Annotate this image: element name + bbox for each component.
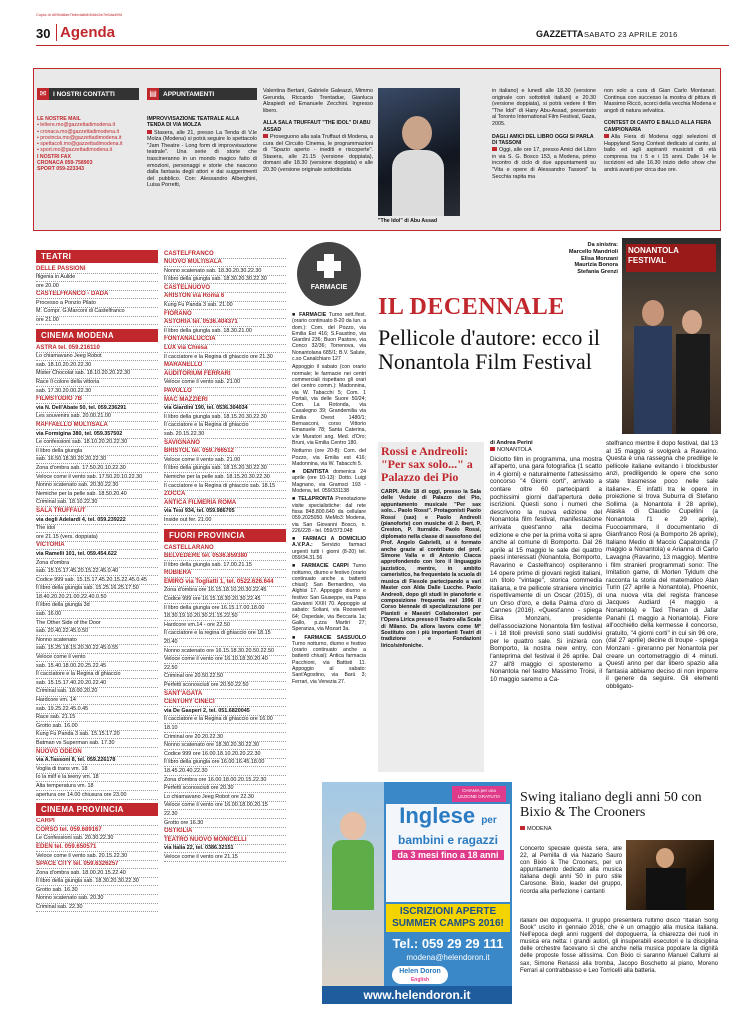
- listing-line: Veloce come il vento sab. 20.15.22.30: [36, 852, 158, 861]
- listing-heading: CORSO tel. 059.689167: [36, 826, 158, 835]
- listing-heading: AUDITORIUM FERRARI: [164, 370, 286, 379]
- cinema-modena-title: CINEMA MODENA: [36, 329, 158, 342]
- kicker: IL DECENNALE: [378, 294, 565, 320]
- listing-line: via De Gasperi 2, tel. 051.6820045: [164, 707, 286, 716]
- credit-name: Marcello Mandrioli: [568, 248, 618, 255]
- listing-line: via A.Tassoni 8, tel. 059.226178: [36, 757, 158, 766]
- event-text-body: Proseguono alla sala Truffaut di Modena, a cura del Circuito Cinema, le programmazioni di "Spazio aperto - inediti e riscoperte". Stasera, alle 21.15 (versione doppiata), domani alle 18.30 (versione doppiata) e alle 20.30 (versione originale sottotitolata: [263, 133, 373, 173]
- listing-heading: RUBIERA: [164, 570, 286, 579]
- listing-line: Veloce come il vento ore 16.00.18.00.20.15: [164, 802, 286, 811]
- event-text: [147, 130, 257, 189]
- appuntamenti-col4: [492, 88, 596, 180]
- listing-heading: ANTICA FILMERIA ROMA: [164, 499, 286, 508]
- listing-heading: FIORANO: [164, 310, 286, 319]
- listing-line: Nemiche per la pelle sab. 18.15.20.30.22.30: [164, 473, 286, 482]
- pharmacy-text: Appoggio il sabato (con orario normale; le farmacie nei centri commerciali rispettano gli orari del centro comm.): Madonnina, via W. Tabacchi 5; Com. 1 Portali, via delle Suore 50/24; Com. La Rotonda, via Casalegno 39; Grandemilia via Emilia Ovest 1480/1; Bernasconi, corso Vittorio Emanuele 78; Santa Caterina, v.le Muratori ang. Med. d'Oro; Bruni, via Emilia Centro 180.: [292, 364, 366, 446]
- person-face: [642, 300, 664, 326]
- listing-line: sab. 17.30.20.00.22.30: [36, 387, 158, 396]
- listing-heading: BRISTOL tel. 059.766512: [164, 448, 286, 457]
- teatri-title: TEATRI: [36, 250, 158, 263]
- article-body-cont: stelfranco mentre il dopo festival, dal 13 al 15 maggio si svolgerà a Ravarino. Questa è una rassegna che predilige le pellicole italiane evitando i blockbuster anzi, prediligendo le opere che sono state trasmesse poco nelle sale italiane». E infatti tra le opere in proiezione si trova Suburra di Stefano Sollima (a Nonantola il 28 aprile), Alaska di Claudio Cupellini (a Nonantola l'1 e 29 aprile), Fuocoammare, il documentario di Gianfranco Rosi (a Bomporto 26 aprile), Italiano Medio di Maccio Capatonda (7 maggio a Nonantola) e Arianna di Carlo Lavagna (Ravarino, 13 maggio). Mentre i film stranieri programmati sono: The Imitation game, di Morten Tyldum che racconta la storia del matematico Alan Turin (27 aprile a Nonantola), Phoenix, una nuova vita del regista francese Jacques Audiard (4 maggio a Nonantola) e Taxi Theran di Jafar Panahi (1 maggio a Nonantola). Fiore all'occhiello della kermesse il concorso, gratuito, "4 giorni corti" in cui sin 96 ore, (dal 27 aprile) decine di troupe - spiega Monzani - gireranno per Nonantola per creare un cortometraggio di 4 minuti. Questi anno per dar libero spazio alla fantasia abbiamo deciso di non imporre il genere da seguire. Gli elementi obbligato-: [606, 440, 718, 690]
- listing-line: Il cacciatore e la regina di ghiaccio ore 18.15: [164, 630, 286, 639]
- listing-line: Hardcore vm.14 - ore 22.50: [164, 621, 286, 630]
- listing-line: Criminal sab. 18.10.22.30: [36, 499, 158, 508]
- person-face: [682, 310, 702, 334]
- swing-headline: Swing italiano degli anni 50 con Bixio & The Crooners: [520, 790, 702, 820]
- listing-line: Batman vs Superman sab. 17.30: [36, 739, 158, 748]
- contact-line[interactable]: ▪ cronaca.mo@gazzettadimodena.it: [37, 128, 120, 135]
- event-headline: DAGLI AMICI DEL LIBRO OGGI SI PARLA DI TASSONI: [492, 133, 594, 146]
- listing-line: ore 20.00: [36, 282, 158, 291]
- listing-line: Nonno scatenato: [36, 636, 158, 645]
- band-photo: [626, 840, 714, 910]
- event-text: [604, 134, 716, 174]
- pharmacy-heading: ■ FARMACIE SASSUOLO: [292, 634, 366, 641]
- listing-line: sab. 19.25.22.45.0.45: [36, 705, 158, 714]
- issue-date: SABATO 23 APRILE 2016: [584, 30, 678, 39]
- listing-line: Il libro della giungla sab. 18.30.21.00: [164, 327, 286, 336]
- pharmacy-block: [292, 364, 366, 446]
- listing-line: Perfetti sconosciuti ore 20.50.22.50: [164, 682, 286, 691]
- masthead: [36, 24, 729, 46]
- contact-line: LE NOSTRE MAIL: [37, 116, 81, 122]
- listing-line: sab. 20.15.22.30: [164, 430, 286, 439]
- listing-line: 22.30: [164, 810, 286, 819]
- listing-line: Nonno scatenato sab. 18.30.20.30.22.30: [164, 267, 286, 276]
- ad-headline: [386, 804, 510, 833]
- contact-line: SPORT 059-223343: [37, 166, 85, 173]
- listing-line: Il libro della giungla ore 16.15.17.00.18.00: [164, 604, 286, 613]
- appuntamenti-col1: [147, 88, 257, 189]
- bullet-mark: [604, 134, 609, 138]
- listing-line: sab. 15.40.18.00.20.25.22.45: [36, 662, 158, 671]
- side-text: CARPI. Alle 18 di oggi, presso la Sala delle Vedute di Palazzo dei Pio, appuntamento musicale "Per sax solo... Paolo Rossi". Protagonisti Paolo Rossi (sax) e Paolo Andreoli (pianoforte) con musiche di J. Ibert, P. Creston, P. Iturralde. Paolo Rossi, diplomato nella classe di sassofono del Prof. Angelo Gabrielli, si è formato anche grazie al contributo del prof. Simone Valla e di Antonio Ciacca approfondendo con loro il linguaggio jazzistico, mentre, in ambito cameristico, ha frequentato la scuola di musica di Fiesole partecipando a vari Master con Alda Dalle Lucche. Paolo Andreoli, dopo gli studi in pianoforte e composizione frequenta nel 1996 il Corso biennale di specializzazione per Pianisti e Maestri Collaboratori per l'Opera Lirica presso il Teatro alla Scala di Milano. Da allora lavora come M° Sostituto con i più importanti Teatri di tradizione e Fondazioni lirico/sinfoniche.: [381, 489, 481, 649]
- pharmacy-badge: [297, 242, 361, 306]
- listing-heading: CASTELFRANCO - DADÀ: [36, 291, 158, 300]
- singer-body: [646, 868, 686, 910]
- listing-line: Zona d'ombra ore 16.15.18.10.20.30.22.45: [164, 587, 286, 596]
- listing-line: Alta temperatura vm. 18: [36, 782, 158, 791]
- listing-line: sab. 15.15.17.45.20.15.22.45.0.40: [36, 568, 158, 577]
- listing-line: Il cacciatore e la Regina di ghiaccio ore 21.30: [164, 353, 286, 362]
- photo-caption: "The Idol" di Abu Assad: [378, 218, 438, 224]
- bullet-mark: [492, 147, 497, 151]
- listing-line: Grotto sab. 16.00: [36, 722, 158, 731]
- ad-line5: SUMMER CAMPS 2016!: [392, 918, 504, 929]
- listing-line: sab. 16.50.18.30.20.20.22.30: [36, 456, 158, 465]
- side-headline: Rossi e Andreoli: "Per sax solo..." a Palazzo dei Pio: [381, 444, 473, 484]
- credit-name: Stefania Grenzi: [577, 269, 618, 276]
- ad-child-photo: [322, 782, 384, 1004]
- pharmacy-text: Prenotazione visite specialistiche: dal rete fissa 848.800.640 da cellulare 059.2025050. MeMo3: Modena, via San Giovanni Bosco, n. 226/228 - tel. 059/373.048: [292, 496, 366, 534]
- listing-line: 18.40.20.20.21.00.22.40.0.50: [36, 593, 158, 602]
- listing-heading: MAC MAZZIERI: [164, 396, 286, 405]
- listing-line: Veloce come il vento: [36, 654, 158, 663]
- event-text-body: Oggi, alle ore 17, presso Amici del Libro in via S. G. Bosco 153, a Modena, primo incontro di ciclo di due appuntamenti su "Vita e opere di Alessandro Tassoni" la Secchia rapita ma: [492, 147, 596, 180]
- listing-line: 20.40: [164, 639, 286, 648]
- page-number: 30: [36, 26, 51, 41]
- ad-website[interactable]: www.helendoron.it: [322, 986, 512, 1004]
- pharmacy-block: [292, 448, 366, 467]
- listing-heading: VICTORIA: [36, 542, 158, 551]
- appuntamenti-col2: [263, 88, 373, 174]
- contacts-list: [37, 116, 139, 173]
- listing-line: 18.45.20.40.22.30: [164, 767, 286, 776]
- listing-line: Nonno scatenato ore 16.15.18.30.20.50.22.50: [164, 647, 286, 656]
- listing-line: via degli Adelardi 4, tel. 059.239222: [36, 516, 158, 525]
- swing-dateline-text: MODENA: [527, 826, 552, 832]
- listing-line: sab. 15.15.17.40.20.20.22.40: [36, 679, 158, 688]
- swing-story: [520, 790, 720, 833]
- credits-label: Da sinistra:: [587, 242, 618, 248]
- pharmacy-heading: ■ FARMACI A DOMICILIO A.V.P.A.:: [292, 536, 366, 549]
- contacts-box: [37, 88, 139, 226]
- listing-heading: TEATRO NUOVO MONICELLI: [164, 836, 286, 845]
- divider: [56, 24, 57, 41]
- listing-line: Kung Fu Panda 3 sab. 15.15.17.20: [36, 731, 158, 740]
- listing-line: Criminal sab. 22.30: [36, 904, 158, 913]
- swing-text-a: [520, 846, 622, 918]
- side-box: [378, 442, 484, 772]
- bullet-mark: [263, 134, 268, 138]
- ad-line4: ISCRIZIONI APERTE: [399, 906, 497, 917]
- contact-line: I NOSTRI FAX: [37, 153, 72, 160]
- listing-line: Lo chiamavano Jeeg Robot ore 22.30: [164, 793, 286, 802]
- event-text-cont: in italiano) e lunedì alle 18.30 (versione originale con sottotitoli italiani) e 20.30 (versione doppiata), si potrà vedere il film "The Idol" di Hany Abu-Assad, presentato al Toronto International Film Festival, Gaza, 2005.: [492, 88, 596, 127]
- person-body: [634, 326, 672, 434]
- listing-line: Il libro della giungla sab. 18.15.20.30.22.30: [164, 413, 286, 422]
- ad-brand: Helen Doron: [399, 968, 441, 975]
- listing-line: Inside out fer. 21.00: [164, 516, 286, 525]
- listing-heading: NUOVO ODEON: [36, 748, 158, 757]
- listing-line: Codice 999 sab. 15.15.17.45.20.15.22.45.0.45: [36, 576, 158, 585]
- article-col1: [490, 440, 602, 683]
- listing-heading: CASTELLARANO: [164, 544, 286, 553]
- credit-name: Elisa Monzani: [581, 255, 618, 262]
- listing-line: Zona d'ombra: [36, 559, 158, 568]
- ad-phone[interactable]: Tel.: 059 29 29 111: [392, 936, 504, 951]
- event-text-body: Stasera, alle 21, presso La Tenda di V.le Molza (Modena) si potrà seguire lo spettacolo "Jam Theatre - Long form di improvvisazione teatrale". Una serie di storie che trascineranno in un mondo magico fatto di emozioni, personaggi e storie che nascono dalla fantasia degli attori e dai suggerimenti del pubblico. Con: Alessandro Alberghini, Luisa Porretti,: [147, 129, 257, 189]
- event-text-cont: non solo a cura di Gian Carlo Montanari. Continua con successo la mostra di pittura di Massimo Riccò, scorci della vecchia Modena e angoli di natura selvatica.: [604, 88, 716, 114]
- listing-line: Il cacciatore e la Regina di ghiaccio: [164, 422, 286, 431]
- dateline: [490, 447, 602, 454]
- listing-line: Veloce come il vento sab. 21.00: [164, 456, 286, 465]
- article-col2: [606, 440, 718, 691]
- cross-icon-bar: [317, 261, 341, 271]
- bullet-mark: [147, 130, 152, 134]
- pharmacy-heading: ■ DENTISTA: [292, 469, 334, 476]
- event-text-cont: Valentina Bertani, Gabriele Galeazzi, Mimmo Gerunda, Riccardo Trentadue, Gianluca Alzapiedi ed Emanuele Zecchini. Ingresso libero.: [263, 88, 373, 114]
- cinema-provincia-list: [36, 818, 158, 913]
- copy-note: Copia di d09bd8ae7bdeda6db54dd4e7e6da49fd: [36, 12, 122, 17]
- listing-line: Grotto sab. 16.30: [36, 886, 158, 895]
- listing-line: Codice 999 ore 16.15.18.30.20.30.22.45: [164, 596, 286, 605]
- listing-heading: SANT'AGATA: [164, 690, 286, 699]
- listing-line: via Tesi 934, tel. 059.986705: [164, 508, 286, 517]
- listing-line: ore 21.00: [36, 317, 158, 326]
- listing-heading: PAVULLO: [164, 388, 286, 397]
- listing-line: Il libro della giungla sab. 18.30.20.30.22.30: [164, 276, 286, 285]
- listing-line: via Formigina 380, tel. 059.357502: [36, 430, 158, 439]
- listing-line: Nemiche per la pelle sab. 18.50.20.40: [36, 490, 158, 499]
- byline: di Andrea Perini: [490, 440, 533, 446]
- listing-line: Le Confessioni sab. 20.30.22.30: [36, 835, 158, 844]
- pharmacy-block: [292, 536, 366, 561]
- pharmacy-text: Servizio farmaci urgenti tutti i giorni (8-20) tel. 059/34.31.56: [292, 542, 366, 561]
- article-body: Diciotto film in programma, una mostra all'aperto, una gara fotografica (1 scatto in 4 giorni) e naturalmente l'attesissimo concorso "4 Giorni corti", arrivato a contare oltre 60 partecipanti a pochissimi giorni dall'apertura delle iscrizioni. Questi sono i numeri che descrivono la nuova edizione del Nonantola film festival, manifestazione arrivata quest'anno alla decima edizione e che per la prima volta si apre anche al comune di Bomporto. Dal 26 aprile al 15 maggio le sale dei quattro paesi interessati (Nonantola, Bomporto, Ravarino e Castelfranco) ospiteranno 14 opere prime di giovani registi italiani, un titolo "vintage", storica commedia italiana, e tre pellicole straniere vincitrici rispettivamente di un Oscar (2015), di un Orso d'oro, e della Palma d'oro di Cannes (2016). «Quest'anno - spiega Elisa Monzani, presidente dell'associazione Nonantola film festival - i 18 titoli previsti sono stati suddivisi per le quattro sale. Si inizierà con Bomporto, la nostra new entry, con l'anteprima del festival il 26 aprile. Dal 27 all'8 maggio ci sposteremo a Nonantola nel teatro Massimo Troisi, il 10 maggio saremo a Ca-: [490, 455, 602, 683]
- photo-credits: [542, 242, 618, 276]
- cinema-provincia-list-2: [164, 250, 286, 525]
- listing-line: Perfetti sconosciuti ore 20.30: [164, 785, 286, 794]
- listing-heading: CASTELNUOVO: [164, 284, 286, 293]
- listing-line: Hardcore vm. 14: [36, 697, 158, 706]
- listings-col1: [36, 250, 158, 912]
- listing-heading: RAFFAELLO MULTISALA: [36, 422, 158, 431]
- ad-per: per: [481, 815, 497, 826]
- ad-summer-camps: [386, 904, 510, 932]
- listing-heading: SAVIGNANO: [164, 439, 286, 448]
- listing-line: Processo a Ponzio Pilato: [36, 299, 158, 308]
- pharmacy-text: domenica 24 aprile (ore 10-13): Dotto. Luigi Magnano, via Gramsci 193 - Modena, tel. 059/331138: [292, 469, 366, 495]
- listing-line: via Giardini 190, tel. 0536.304034: [164, 405, 286, 414]
- pharmacy-block: [292, 635, 366, 685]
- cinema-modena-list: [36, 344, 158, 799]
- fuori-provincia-title: FUORI PROVINCIA: [164, 529, 286, 542]
- listing-line: Veloce come il vento ore 21.15: [164, 853, 286, 862]
- pharmacy-label: FARMACIE: [310, 284, 348, 291]
- pharmacy-text: Notturno (ore 20-8): Com. del Pozzo, via Emilia est 416; Madonnina, via W. Tabacchi 5.: [292, 448, 366, 467]
- pharmacy-heading: ■ TEL&PRONTA: [292, 496, 336, 503]
- appuntamenti-header: [147, 88, 257, 100]
- listing-heading: MARANELLO: [164, 362, 286, 371]
- listing-line: sab. 18.10.20.20.22.30: [36, 361, 158, 370]
- listing-heading: BELVEDERE tel. 0536.859380: [164, 553, 286, 562]
- listing-line: Zona d'ombra sab. 17.50.20.10.22.30: [36, 464, 158, 473]
- photo-face: [402, 116, 432, 150]
- listing-line: sab. 15.25.18.15.20.30.22.45.0.55: [36, 645, 158, 654]
- listing-line: M. Compr. G.Marconi di Castelfranco: [36, 308, 158, 317]
- listing-heading: ZOCCA: [164, 491, 286, 500]
- listing-heading: EDEN tel. 059.650571: [36, 843, 158, 852]
- listing-line: Criminal sab. 18.00.20.20: [36, 688, 158, 697]
- listing-heading: CENTURY CINECI: [164, 699, 286, 708]
- listing-line: The idol: [36, 525, 158, 534]
- bullet-mark: [520, 826, 525, 830]
- listing-line: Nonno scatenato ore 18.30.20.30.22.30: [164, 742, 286, 751]
- headline: Pellicole d'autore: ecco il Nonantola Film Festival: [378, 325, 601, 374]
- contact-line[interactable]: ▪ lettere.mo@gazzettadimodena.it: [37, 122, 116, 129]
- listing-line: Veloce come il vento ore 16.10.18.30.20.40: [164, 656, 286, 665]
- listings-col2: [164, 250, 286, 862]
- pharmacy-text: Turno sett./fest. (orario continuato 8-20 da lun. a dom.): Com. del Pozzo, via Emilia Est 416; S.Faustino, via Giardini 236; Buon Pastore, via Conco 32/36; Torrenova, via Nonantolana 685/1; B.V. Salute, c.so Canalchiaro 127: [292, 312, 366, 363]
- listing-heading: CARPI: [36, 818, 158, 827]
- pharmacy-block: [292, 496, 366, 534]
- child-face: [340, 812, 366, 840]
- listing-line: Nonno scatenato sab. 20.30.22.30: [36, 482, 158, 491]
- listing-heading: OSTIGLIA: [164, 828, 286, 837]
- event-text: [263, 134, 373, 174]
- listing-line: Mister Chocolat sab. 18.10.20.20.22.30: [36, 370, 158, 379]
- listing-line: sab. 16.00: [36, 611, 158, 620]
- teatri-list: [36, 265, 158, 325]
- listing-heading: NUOVO MULTISALA: [164, 259, 286, 268]
- listing-line: Il libro della giungla ore 16.00.16.45.18.00: [164, 759, 286, 768]
- pharmacy-text: Turno notturno, diurno e festivo (orario continuato anche a battenti chiusi): Antica farmacia Pacchioni, via Battisti 11. Appoggio al sabato: Sant'Agostino, via Barù 3; Ferrari, via Venezia 27.: [292, 640, 366, 685]
- swing-text: Concerto speciale questa sera, alle 22, al Pemilla di via Nazario Sauro con Bixio & The Crooners, per un appuntamento dedicato alla musica italiana degli anni '50 in puro stile Carosone. Bixio, leader del gruppo, ricorda alla perfezione i cantanti: [520, 846, 622, 895]
- team-photo: [622, 238, 721, 434]
- listing-line: apertura ore 14.00 chiusura ore 23.00: [36, 791, 158, 800]
- listing-line: Ifigenia in Aulide: [36, 274, 158, 283]
- listing-line: 22.50: [164, 664, 286, 673]
- listing-heading: ASTORIA tel. 0536.404371: [164, 319, 286, 328]
- ad-text-panel: [386, 804, 510, 902]
- festival-poster: NONANTOLA FESTIVAL: [626, 244, 716, 272]
- pharmacy-heading: ■ FARMACIE: [292, 312, 329, 318]
- listing-line: Race Il colore della vittoria: [36, 379, 158, 388]
- pharmacy-block: [292, 563, 366, 632]
- listing-line: Il libro della giungla sab. 18.15.20.30.22.30: [164, 465, 286, 474]
- cinema-provincia-title: CINEMA PROVINCIA: [36, 803, 158, 816]
- swing-text-b: [520, 918, 718, 1006]
- listing-line: Codice 999 ore 16.00.18.10.20.20.22.30: [164, 750, 286, 759]
- listing-line: Il libro della giungla sab. 15.25.16.25.17.50: [36, 585, 158, 594]
- listing-heading: ASTRA tel. 059.216110: [36, 344, 158, 353]
- listing-line: Il libro della giungla: [36, 447, 158, 456]
- listing-line: Io la milf e la teeny vm. 18: [36, 774, 158, 783]
- listing-line: Grotto ore 16.30: [164, 819, 286, 828]
- listing-line: Lo chiamavano Jeeg Robot: [36, 353, 158, 362]
- listing-heading: EMIRO via Togliatti 1, tel. 0522.626.644: [164, 578, 286, 587]
- event-text: [492, 147, 596, 180]
- listing-heading: SALA TRUFFAUT: [36, 507, 158, 516]
- listing-line: Il cacciatore e la Regina di ghiaccio ore 16.00: [164, 716, 286, 725]
- pharmacy-list: [292, 312, 366, 685]
- listing-line: Zona d'ombra sab. 18.00.20.15.22.40: [36, 869, 158, 878]
- helen-doron-ad[interactable]: [322, 782, 512, 1004]
- helen-doron-logo: [392, 966, 448, 984]
- listing-line: Zona d'ombra ore 16.00.18.00.20.15.22.30: [164, 776, 286, 785]
- listing-line: Il libro della giungla sab. 17.00.21.15: [164, 561, 286, 570]
- listing-line: Le confessioni sab. 18.10.20.20.22.30: [36, 439, 158, 448]
- ad-line2: bambini e ragazzi: [397, 833, 499, 847]
- listing-line: via N. Dell'Abate 50, tel. 059.236291: [36, 404, 158, 413]
- listing-line: Veloce come il vento sab. 17.50.20.10.22.30: [36, 473, 158, 482]
- contact-line[interactable]: ▪ sport.mo@gazzettadimodena.it: [37, 147, 113, 154]
- listing-heading: ARISTON via Roma 6: [164, 293, 286, 302]
- pharmacy-text: Turno notturno, diurno e festivo (orario continuato anche a battenti chiusi): San Bernardino, via Alghisi 17. Appoggio diurno e festivo: San Giuseppe, via Papa Giovanni XXIII 70. Appoggio al sabato: Soliani, via Roosevelt 64; Ospedale, via Beccaria 1a; Gallo, p.zza Martiri 27; Speranza, via Mozart 3a.: [292, 563, 366, 633]
- listing-line: 18.30.19.10.20.30.21.15.22.50: [164, 613, 286, 622]
- listing-line: Il libro della giungla sab. 18.30.20.30.22.30: [36, 878, 158, 887]
- event-headline: IMPROVVISAZIONE TEATRALE ALLA TENDA DI VIA MOLZA: [147, 116, 240, 129]
- the-idol-photo: [378, 88, 460, 216]
- singer-face: [656, 848, 674, 868]
- listing-line: ore 21.15 (vers. doppiata): [36, 533, 158, 542]
- appuntamenti-title: APPUNTAMENTI: [163, 90, 215, 98]
- ad-email[interactable]: modena@helendoron.it: [406, 953, 490, 962]
- dateline-text: NONANTOLA: [497, 446, 532, 453]
- listing-heading: SPACE CITY tel. 059.6326257: [36, 861, 158, 870]
- ad-brand-sub: English: [410, 977, 430, 983]
- fuori-provincia-list: [164, 544, 286, 862]
- listing-heading: FONTANALUCCIA: [164, 336, 286, 345]
- ad-inglese: Inglese: [399, 803, 476, 828]
- swing-dateline: [520, 826, 720, 833]
- swing-text-rest: italiani del dopoguerra. Il gruppo presenterà l'ultimo disco "Italian Song Book" uscito in gennaio 2016, che è un omaggio alla musica italiana. Nell'epoca degli anni ruggenti del dopoguerra, la chiarezza dei ruoli in musica era netta: i grandi autori, gli insuperabili esecutori e la disciplina delle orchestre facevano sì che anche nella musica popolare la dignità delle proposte fosse altissima. Con Bixio ci saranno Manuel Callumi al sax, Simone Renassi alla tromba, Jacopo Boschetto al piano, Moreno Ferrari al contrabbasso e Leo Torricelli alla batteria.: [520, 918, 718, 974]
- contact-line[interactable]: ▪ provincia.mo@gazzettadimodena.it: [37, 134, 122, 141]
- listing-line: 18.10: [164, 724, 286, 733]
- listing-line: via Ramelli 101, tel. 059.454.622: [36, 550, 158, 559]
- listing-line: via Italia 22, tel. 0386.32151: [164, 845, 286, 854]
- credit-name: Maurizia Bonora: [574, 262, 618, 269]
- event-headline: CONTEST DI CANTO E BALLO ALLA FIERA CAMPIONARIA: [604, 120, 712, 133]
- listing-line: Il libro della giungla 3d: [36, 602, 158, 611]
- calendar-icon: ▤: [147, 88, 159, 100]
- listing-line: The Other Side of the Door: [36, 619, 158, 628]
- listing-line: Nonno scatenato sab. 20.30: [36, 895, 158, 904]
- listing-line: Il cacciatore e la Regina di ghiaccio: [36, 671, 158, 680]
- farmacie-col: [292, 242, 366, 687]
- contacts-title: I NOSTRI CONTATTI: [53, 90, 115, 98]
- contact-line[interactable]: ▪ spettacoli.mo@gazzettadimodena.it: [37, 141, 123, 148]
- listing-line: Kung Fu Panda 3 sab. 21.00: [164, 302, 286, 311]
- listing-line: Voglia di trans vm. 18: [36, 765, 158, 774]
- pharmacy-block: [292, 312, 366, 362]
- listing-heading: CASTELFRANCO: [164, 250, 286, 259]
- child-body: [332, 840, 374, 910]
- contact-line: CRONACA 059-758903: [37, 160, 93, 167]
- newspaper-name: GAZZETTA: [536, 29, 584, 39]
- listing-heading: FILMSTUDIO 7B: [36, 396, 158, 405]
- event-headline: ALLA SALA TRUFFAUT "THE IDOL" DI ABU ASSAD: [263, 120, 371, 133]
- listing-line: Il cacciatore e la Regina di ghiaccio sab. 18.15: [164, 482, 286, 491]
- event-text-body: Alla Fiera di Modena oggi selezioni di Happyland Song Contest dedicato al canto, al ballo ed agli aspiranti musicisti di età compresa tra i 5 e i 15 anni. Dalle 14 le iscrizioni ed alle 16.30 inizio dello show che andrà avanti per circa due ore.: [604, 133, 716, 173]
- person-body: [676, 334, 710, 434]
- ad-line3: da 3 mesi fino a 18 anni: [392, 850, 504, 860]
- listing-line: Criminal ore 20.20.22.30: [164, 733, 286, 742]
- mail-icon: ✉: [37, 88, 49, 100]
- listing-line: Les souvenirs sab. 20.00.21.00: [36, 413, 158, 422]
- ad-call-badge: CHIAMA per una LEZIONE GRATUITA: [452, 786, 506, 802]
- section-name: Agenda: [60, 24, 116, 41]
- appuntamenti-col5: [604, 88, 716, 174]
- listing-line: Criminal ore 20.50.22.50: [164, 673, 286, 682]
- listing-heading: LUX via Chiesa: [164, 345, 286, 354]
- pharmacy-block: [292, 469, 366, 494]
- bullet-mark: [490, 447, 495, 451]
- listing-line: sab. 20.40.22.45.0.50: [36, 628, 158, 637]
- photo-body: [392, 150, 444, 216]
- listing-line: Race sab. 21.15: [36, 714, 158, 723]
- listing-line: Veloce come il vento sab. 21.00: [164, 379, 286, 388]
- pharmacy-heading: ■ FARMACIE CARPI: [292, 563, 353, 570]
- listing-heading: DELLE PASSIONI: [36, 265, 158, 274]
- contacts-header: [37, 88, 139, 100]
